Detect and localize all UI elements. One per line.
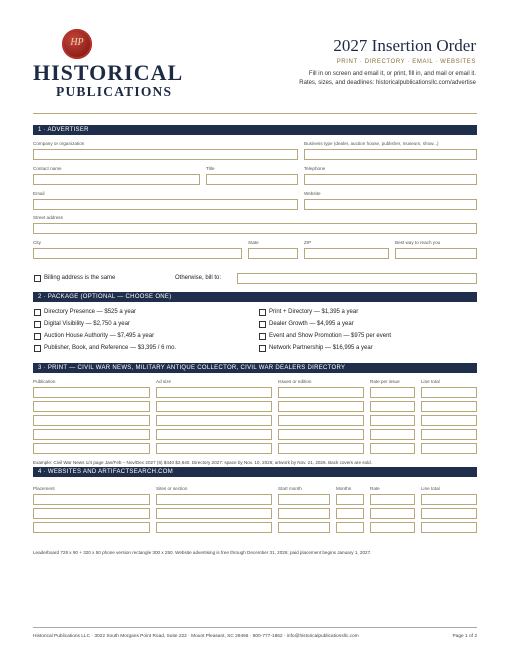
web-col-sites: Sites or section bbox=[156, 486, 188, 491]
telephone-field[interactable] bbox=[304, 174, 477, 185]
print-col-ad-size: Ad size bbox=[156, 379, 172, 384]
websites-table-cell[interactable] bbox=[33, 494, 150, 505]
print-table-cell[interactable] bbox=[421, 387, 477, 398]
package-option: Print + Directory — $1,395 a year bbox=[269, 309, 359, 315]
websites-table-cell[interactable] bbox=[33, 522, 150, 533]
package-publisher-checkbox[interactable] bbox=[34, 345, 41, 352]
business-type-field[interactable] bbox=[304, 149, 477, 160]
print-table-cell[interactable] bbox=[156, 443, 272, 454]
print-table-cell[interactable] bbox=[278, 401, 364, 412]
print-table-cell[interactable] bbox=[370, 415, 415, 426]
package-option: Auction House Authority — $7,495 a year bbox=[44, 333, 155, 339]
company-field[interactable] bbox=[33, 149, 298, 160]
print-table-cell[interactable] bbox=[278, 415, 364, 426]
web-col-start: Start month bbox=[278, 486, 302, 491]
websites-table-cell[interactable] bbox=[33, 508, 150, 519]
state-field[interactable] bbox=[248, 248, 298, 259]
print-col-rate: Rate per issue bbox=[370, 379, 400, 384]
reach-field[interactable] bbox=[395, 248, 477, 259]
logo-subword: PUBLICATIONS bbox=[56, 84, 173, 99]
bill-to-field[interactable] bbox=[237, 273, 477, 284]
footer-divider bbox=[33, 627, 477, 628]
package-option: Publisher, Book, and Reference — $3,395 / 6 mo. bbox=[44, 345, 177, 351]
seal-logo-icon bbox=[62, 29, 92, 59]
print-table-cell[interactable] bbox=[370, 387, 415, 398]
intro-line-1: Fill in on screen and email it, or print, fill in, and mail or email it. bbox=[308, 71, 476, 77]
intro-line-2: Rates, sizes, and deadlines: historicalpublicationsllc.com/advertise bbox=[299, 80, 476, 86]
footer bbox=[33, 634, 477, 639]
package-option: Digital Visibility — $2,750 a year bbox=[44, 321, 130, 327]
print-table-cell[interactable] bbox=[33, 443, 150, 454]
package-option: Dealer Growth — $4,995 a year bbox=[269, 321, 354, 327]
telephone-label: Telephone bbox=[304, 166, 326, 171]
bill-to-label: Otherwise, bill to: bbox=[175, 275, 222, 281]
package-option: Network Partnership — $16,995 a year bbox=[269, 345, 373, 351]
section-print-heading: 3 · PRINT — CIVIL WAR NEWS, MILITARY ANTIQUE COLLECTOR, CIVIL WAR DEALERS DIRECTORY bbox=[33, 363, 477, 373]
package-event-show-checkbox[interactable] bbox=[259, 333, 266, 340]
page-subtitle: PRINT · DIRECTORY · EMAIL · WEBSITES bbox=[336, 59, 476, 65]
state-label: State bbox=[248, 240, 259, 245]
web-col-rate: Rate bbox=[370, 486, 380, 491]
print-col-issues: Issues or edition bbox=[278, 379, 312, 384]
print-table-cell[interactable] bbox=[421, 415, 477, 426]
page-number: Page 1 of 2 bbox=[452, 634, 477, 639]
websites-table-cell[interactable] bbox=[370, 508, 415, 519]
websites-table-cell[interactable] bbox=[278, 494, 330, 505]
billing-same-label: Billing address is the same bbox=[44, 275, 116, 281]
print-table-cell[interactable] bbox=[33, 387, 150, 398]
print-table-cell[interactable] bbox=[370, 401, 415, 412]
intro-text bbox=[299, 70, 476, 88]
header-divider bbox=[33, 113, 477, 114]
email-field[interactable] bbox=[33, 199, 298, 210]
package-option: Event and Show Promotion — $975 per event bbox=[269, 333, 392, 339]
zip-field[interactable] bbox=[304, 248, 389, 259]
websites-table-cell[interactable] bbox=[421, 522, 477, 533]
package-digital-visibility-checkbox[interactable] bbox=[34, 321, 41, 328]
websites-table-cell[interactable] bbox=[278, 508, 330, 519]
print-table-cell[interactable] bbox=[278, 387, 364, 398]
billing-same-checkbox[interactable] bbox=[34, 275, 41, 282]
websites-table-cell[interactable] bbox=[336, 508, 364, 519]
street-field[interactable] bbox=[33, 223, 477, 234]
print-col-publication: Publication bbox=[33, 379, 56, 384]
web-col-line-total: Line total bbox=[421, 486, 440, 491]
contact-field[interactable] bbox=[33, 174, 200, 185]
print-table-cell[interactable] bbox=[278, 429, 364, 440]
seal-text: HP bbox=[70, 37, 84, 48]
company-label: Company or organization bbox=[33, 141, 85, 146]
websites-table-cell[interactable] bbox=[156, 522, 272, 533]
package-directory-presence-checkbox[interactable] bbox=[34, 309, 41, 316]
print-table-cell[interactable] bbox=[156, 401, 272, 412]
title-field[interactable] bbox=[206, 174, 298, 185]
websites-table-cell[interactable] bbox=[421, 508, 477, 519]
city-field[interactable] bbox=[33, 248, 242, 259]
package-option: Directory Presence — $525 a year bbox=[44, 309, 137, 315]
websites-table-cell[interactable] bbox=[278, 522, 330, 533]
print-col-line-total: Line total bbox=[421, 379, 440, 384]
city-label: City bbox=[33, 240, 41, 245]
websites-table-cell[interactable] bbox=[336, 522, 364, 533]
print-note: Example: Civil War News 1/4 page Jan/Feb – Nov/Dec 2027 (6) $440 $2,640. Directory 2027: space by Nov. 10, 2026; artwork by Nov. 21, 2026. Back covers are sold. bbox=[33, 460, 373, 465]
footer-address: Historical Publications LLC · 3022 South Morgans Point Road, Suite 222 · Mount Pleasant, SC 29466 · 800-777-1862 · info@historicalpublicationsllc.com bbox=[33, 634, 359, 639]
print-table-cell[interactable] bbox=[156, 387, 272, 398]
print-table-cell[interactable] bbox=[421, 401, 477, 412]
print-table-cell[interactable] bbox=[33, 429, 150, 440]
package-dealer-growth-checkbox[interactable] bbox=[259, 321, 266, 328]
section-package-heading: 2 · PACKAGE (OPTIONAL — CHOOSE ONE) bbox=[33, 292, 477, 302]
section-websites-heading: 4 · WEBSITES AND ARTIFACTSEARCH.COM bbox=[33, 467, 477, 477]
print-table-cell[interactable] bbox=[421, 443, 477, 454]
print-table-cell[interactable] bbox=[370, 443, 415, 454]
websites-table-cell[interactable] bbox=[421, 494, 477, 505]
print-table-cell[interactable] bbox=[33, 415, 150, 426]
section-advertiser-heading: 1 · ADVERTISER bbox=[33, 125, 477, 135]
websites-table-cell[interactable] bbox=[370, 494, 415, 505]
website-label: Website bbox=[304, 191, 321, 196]
street-label: Street address bbox=[33, 215, 63, 220]
package-auction-house-checkbox[interactable] bbox=[34, 333, 41, 340]
print-table-cell[interactable] bbox=[370, 429, 415, 440]
business-type-label: Business type (dealer, auction house, publisher, museum, show...) bbox=[304, 141, 439, 146]
web-col-months: Months bbox=[336, 486, 352, 491]
title-label: Title bbox=[206, 166, 215, 171]
page-title: 2027 Insertion Order bbox=[333, 36, 476, 55]
websites-table-cell[interactable] bbox=[156, 508, 272, 519]
websites-table-cell[interactable] bbox=[336, 494, 364, 505]
logo-wordmark: HISTORICAL bbox=[33, 60, 184, 85]
reach-label: Best way to reach you bbox=[395, 240, 441, 245]
print-table-cell[interactable] bbox=[278, 443, 364, 454]
package-print-directory-checkbox[interactable] bbox=[259, 309, 266, 316]
websites-table-cell[interactable] bbox=[156, 494, 272, 505]
print-table-cell[interactable] bbox=[156, 415, 272, 426]
web-col-placement: Placement bbox=[33, 486, 55, 491]
websites-note: Leaderboard 728 x 90 + 320 x 50 phone version rectangle 300 x 250. Website advertising is free through December 31, 2026; paid placement begins January 1, 2027. bbox=[33, 550, 372, 555]
website-field[interactable] bbox=[304, 199, 477, 210]
print-table-cell[interactable] bbox=[421, 429, 477, 440]
websites-table-cell[interactable] bbox=[370, 522, 415, 533]
print-table-cell[interactable] bbox=[156, 429, 272, 440]
zip-label: ZIP bbox=[304, 240, 312, 245]
print-table-cell[interactable] bbox=[33, 401, 150, 412]
email-label: Email bbox=[33, 191, 45, 196]
package-network-partnership-checkbox[interactable] bbox=[259, 345, 266, 352]
contact-label: Contact name bbox=[33, 166, 62, 171]
